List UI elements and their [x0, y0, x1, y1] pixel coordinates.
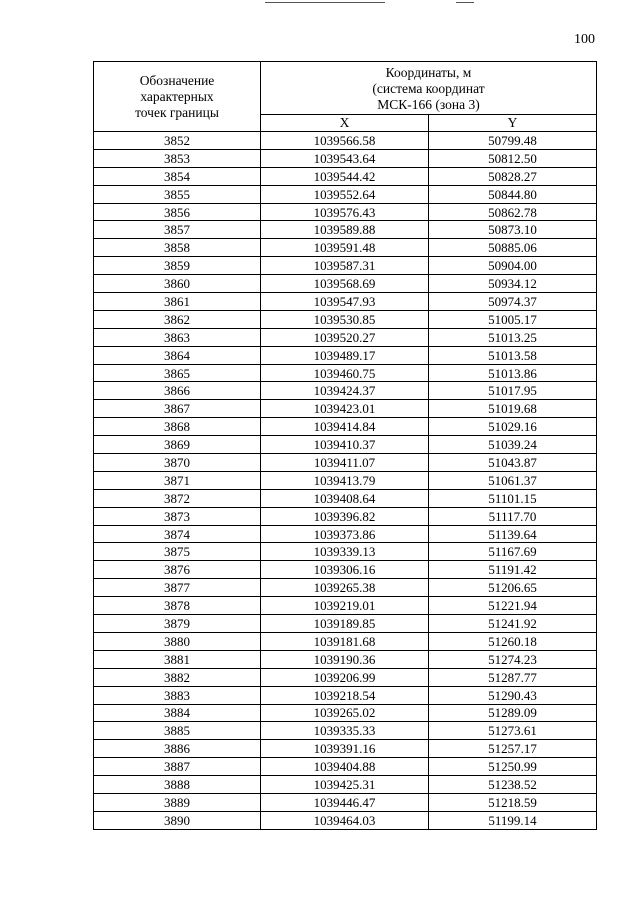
x-coordinate-cell: 1039547.93: [261, 293, 429, 311]
y-coordinate-cell: 50828.27: [429, 167, 597, 185]
point-id-cell: 3873: [94, 507, 261, 525]
table-row: [94, 561, 597, 579]
point-id-cell: 3890: [94, 811, 261, 829]
table-row: [94, 149, 597, 167]
point-id-cell: 3877: [94, 579, 261, 597]
x-coordinate-cell: 1039339.13: [261, 543, 429, 561]
x-coordinate-cell: 1039591.48: [261, 239, 429, 257]
y-coordinate-cell: 51101.15: [429, 489, 597, 507]
y-coordinate-cell: 50904.00: [429, 257, 597, 275]
table-row: [94, 489, 597, 507]
x-coordinate-cell: 1039423.01: [261, 400, 429, 418]
table-row: [94, 185, 597, 203]
y-column-header: Y: [429, 115, 597, 132]
x-coordinate-cell: 1039306.16: [261, 561, 429, 579]
header-rule: [265, 2, 385, 5]
point-id-cell: 3879: [94, 615, 261, 633]
table-row: [94, 579, 597, 597]
table-row: [94, 722, 597, 740]
point-id-cell: 3884: [94, 704, 261, 722]
table-row: [94, 704, 597, 722]
x-coordinate-cell: 1039206.99: [261, 668, 429, 686]
point-id-cell: 3880: [94, 632, 261, 650]
coords-header-line: МСК-166 (зона 3): [377, 96, 480, 112]
y-coordinate-cell: 51061.37: [429, 471, 597, 489]
x-coordinate-cell: 1039410.37: [261, 436, 429, 454]
x-coordinate-cell: 1039335.33: [261, 722, 429, 740]
table-row: [94, 543, 597, 561]
y-coordinate-cell: 51241.92: [429, 615, 597, 633]
table-body: [94, 132, 597, 830]
x-coordinate-cell: 1039425.31: [261, 776, 429, 794]
point-id-cell: 3871: [94, 471, 261, 489]
table-row: [94, 597, 597, 615]
y-coordinate-cell: 51238.52: [429, 776, 597, 794]
coordinates-table: [93, 61, 597, 830]
y-coordinate-cell: 50873.10: [429, 221, 597, 239]
y-coordinate-cell: 50862.78: [429, 203, 597, 221]
table-row: [94, 275, 597, 293]
y-coordinate-cell: 51221.94: [429, 597, 597, 615]
table-row: [94, 310, 597, 328]
point-id-cell: 3882: [94, 668, 261, 686]
point-id-cell: 3878: [94, 597, 261, 615]
point-id-cell: 3864: [94, 346, 261, 364]
point-id-cell: 3856: [94, 203, 261, 221]
table-row: [94, 239, 597, 257]
table-row: [94, 758, 597, 776]
y-coordinate-cell: 51013.25: [429, 328, 597, 346]
point-id-cell: 3867: [94, 400, 261, 418]
table-row: [94, 167, 597, 185]
x-coordinate-cell: 1039265.38: [261, 579, 429, 597]
point-id-cell: 3887: [94, 758, 261, 776]
point-id-cell: 3853: [94, 149, 261, 167]
x-coordinate-cell: 1039396.82: [261, 507, 429, 525]
point-id-cell: 3886: [94, 740, 261, 758]
point-id-cell: 3889: [94, 793, 261, 811]
point-id-cell: 3865: [94, 364, 261, 382]
x-coordinate-cell: 1039413.79: [261, 471, 429, 489]
table-row: [94, 203, 597, 221]
x-coordinate-cell: 1039544.42: [261, 167, 429, 185]
point-id-cell: 3862: [94, 310, 261, 328]
table-row: [94, 436, 597, 454]
table-row: [94, 525, 597, 543]
table-row: [94, 132, 597, 150]
y-coordinate-cell: 50799.48: [429, 132, 597, 150]
coordinates-column-header: [261, 62, 597, 115]
y-coordinate-cell: 51029.16: [429, 418, 597, 436]
table-row: [94, 793, 597, 811]
point-id-cell: 3883: [94, 686, 261, 704]
y-coordinate-cell: 51250.99: [429, 758, 597, 776]
x-coordinate-cell: 1039408.64: [261, 489, 429, 507]
point-id-cell: 3868: [94, 418, 261, 436]
point-id-cell: 3855: [94, 185, 261, 203]
x-coordinate-cell: 1039464.03: [261, 811, 429, 829]
y-coordinate-cell: 51139.64: [429, 525, 597, 543]
table-row: [94, 364, 597, 382]
x-coordinate-cell: 1039414.84: [261, 418, 429, 436]
points-header-line: точек границы: [135, 104, 219, 120]
x-coordinate-cell: 1039566.58: [261, 132, 429, 150]
x-coordinate-cell: 1039589.88: [261, 221, 429, 239]
y-coordinate-cell: 50812.50: [429, 149, 597, 167]
table-row: [94, 507, 597, 525]
x-coordinate-cell: 1039411.07: [261, 454, 429, 472]
x-coordinate-cell: 1039543.64: [261, 149, 429, 167]
x-coordinate-cell: 1039587.31: [261, 257, 429, 275]
table-row: [94, 776, 597, 794]
point-id-cell: 3860: [94, 275, 261, 293]
points-header-line: характерных: [140, 88, 214, 104]
y-coordinate-cell: 50885.06: [429, 239, 597, 257]
points-header-line: Обозначение: [139, 72, 215, 88]
point-id-cell: 3888: [94, 776, 261, 794]
table-header-row: [94, 62, 597, 115]
point-id-cell: 3859: [94, 257, 261, 275]
table-row: [94, 328, 597, 346]
point-id-cell: 3875: [94, 543, 261, 561]
point-id-cell: 3866: [94, 382, 261, 400]
x-coordinate-cell: 1039265.02: [261, 704, 429, 722]
table-row: [94, 221, 597, 239]
y-coordinate-cell: 51019.68: [429, 400, 597, 418]
table-row: [94, 382, 597, 400]
table-row: [94, 454, 597, 472]
y-coordinate-cell: 51218.59: [429, 793, 597, 811]
points-column-header: [94, 62, 261, 132]
point-id-cell: 3876: [94, 561, 261, 579]
x-coordinate-cell: 1039181.68: [261, 632, 429, 650]
table-row: [94, 650, 597, 668]
table-row: [94, 418, 597, 436]
header-rule-small: [456, 2, 474, 5]
y-coordinate-cell: 51257.17: [429, 740, 597, 758]
table-row: [94, 686, 597, 704]
table-row: [94, 471, 597, 489]
y-coordinate-cell: 51273.61: [429, 722, 597, 740]
table-row: [94, 293, 597, 311]
table-row: [94, 400, 597, 418]
y-coordinate-cell: 51199.14: [429, 811, 597, 829]
point-id-cell: 3872: [94, 489, 261, 507]
x-coordinate-cell: 1039391.16: [261, 740, 429, 758]
point-id-cell: 3861: [94, 293, 261, 311]
coords-header-line: (система координат: [372, 80, 485, 96]
point-id-cell: 3863: [94, 328, 261, 346]
x-coordinate-cell: 1039568.69: [261, 275, 429, 293]
y-coordinate-cell: 51043.87: [429, 454, 597, 472]
y-coordinate-cell: 51039.24: [429, 436, 597, 454]
table-row: [94, 615, 597, 633]
y-coordinate-cell: 51005.17: [429, 310, 597, 328]
y-coordinate-cell: 51289.09: [429, 704, 597, 722]
x-coordinate-cell: 1039190.36: [261, 650, 429, 668]
point-id-cell: 3857: [94, 221, 261, 239]
y-coordinate-cell: 51290.43: [429, 686, 597, 704]
table-row: [94, 257, 597, 275]
point-id-cell: 3881: [94, 650, 261, 668]
x-coordinate-cell: 1039576.43: [261, 203, 429, 221]
y-coordinate-cell: 51017.95: [429, 382, 597, 400]
point-id-cell: 3885: [94, 722, 261, 740]
point-id-cell: 3854: [94, 167, 261, 185]
y-coordinate-cell: 51167.69: [429, 543, 597, 561]
x-coordinate-cell: 1039552.64: [261, 185, 429, 203]
point-id-cell: 3858: [94, 239, 261, 257]
y-coordinate-cell: 51287.77: [429, 668, 597, 686]
point-id-cell: 3852: [94, 132, 261, 150]
x-coordinate-cell: 1039424.37: [261, 382, 429, 400]
y-coordinate-cell: 51013.86: [429, 364, 597, 382]
y-coordinate-cell: 51260.18: [429, 632, 597, 650]
x-coordinate-cell: 1039460.75: [261, 364, 429, 382]
table-row: [94, 668, 597, 686]
x-column-header: X: [261, 115, 429, 132]
x-coordinate-cell: 1039189.85: [261, 615, 429, 633]
table-row: [94, 811, 597, 829]
x-coordinate-cell: 1039520.27: [261, 328, 429, 346]
y-coordinate-cell: 51206.65: [429, 579, 597, 597]
y-coordinate-cell: 51191.42: [429, 561, 597, 579]
x-coordinate-cell: 1039373.86: [261, 525, 429, 543]
x-coordinate-cell: 1039446.47: [261, 793, 429, 811]
point-id-cell: 3874: [94, 525, 261, 543]
y-coordinate-cell: 51013.58: [429, 346, 597, 364]
y-coordinate-cell: 50974.37: [429, 293, 597, 311]
y-coordinate-cell: 51117.70: [429, 507, 597, 525]
x-coordinate-cell: 1039404.88: [261, 758, 429, 776]
x-coordinate-cell: 1039218.54: [261, 686, 429, 704]
point-id-cell: 3869: [94, 436, 261, 454]
table-row: [94, 740, 597, 758]
y-coordinate-cell: 50934.12: [429, 275, 597, 293]
x-coordinate-cell: 1039489.17: [261, 346, 429, 364]
table-row: [94, 346, 597, 364]
y-coordinate-cell: 50844.80: [429, 185, 597, 203]
y-coordinate-cell: 51274.23: [429, 650, 597, 668]
x-coordinate-cell: 1039219.01: [261, 597, 429, 615]
page-number: 100: [574, 32, 595, 47]
point-id-cell: 3870: [94, 454, 261, 472]
coords-header-line: Координаты, м: [385, 64, 472, 80]
x-coordinate-cell: 1039530.85: [261, 310, 429, 328]
table-row: [94, 632, 597, 650]
